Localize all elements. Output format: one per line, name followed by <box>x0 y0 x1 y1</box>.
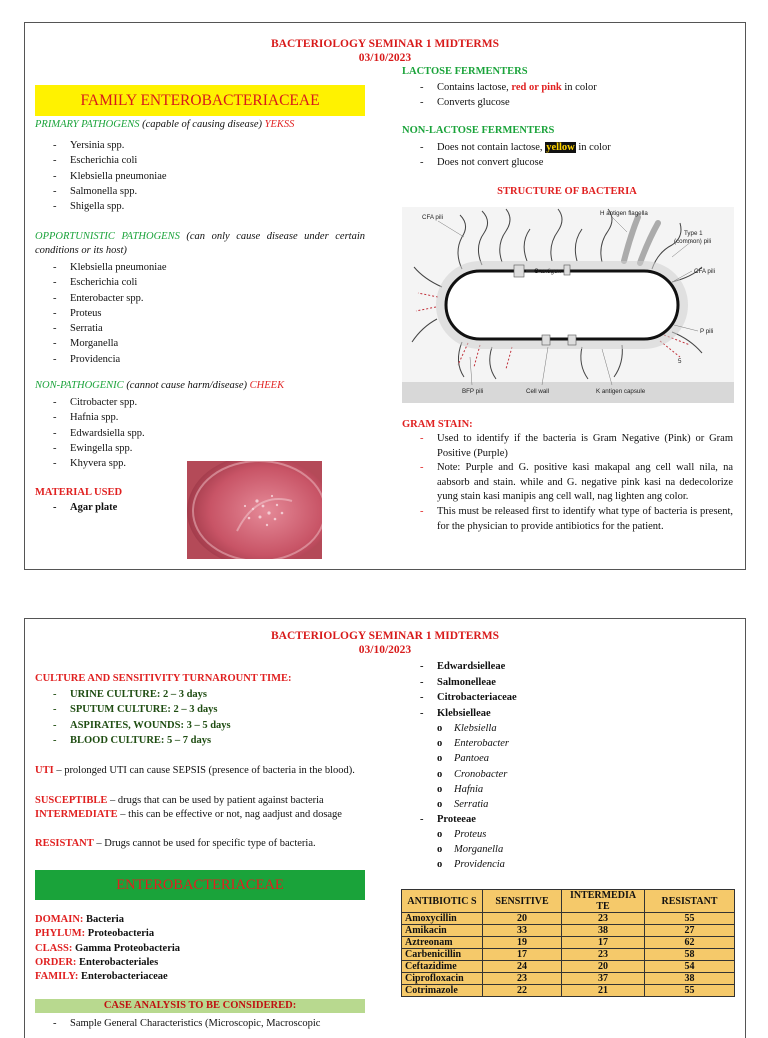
uti-def: – prolonged UTI can cause SEPSIS (presence of bacteria in the blood). <box>56 765 355 776</box>
table-cell: 54 <box>645 961 735 973</box>
table-row <box>402 925 735 937</box>
table-row <box>402 973 735 985</box>
material-title: MATERIAL USED <box>35 487 123 498</box>
list-item: - Klebsiella pneumoniae <box>35 260 365 275</box>
table-row <box>402 913 735 925</box>
opp-desc-1: (can only cause disease under <box>186 231 329 242</box>
culture-title: CULTURE AND SENSITIVITY TURNAROUNT TIME: <box>35 673 292 684</box>
taxonomy-term: PHYLUM: <box>35 928 86 940</box>
primary-pathogens-heading <box>35 118 365 132</box>
opp-label: OPPORTUNISTIC PATHOGENS <box>35 231 180 242</box>
list-item: - Proteus <box>35 306 365 321</box>
gram-item-text: Note: Purple and G. positive kasi makapal ang cell wall nila, na aabsorb and stain. while and G. negative pink kasi na dedecolorize yung stain kasi manipis ang cell wall, nag lighten ang color. <box>437 462 733 503</box>
table-cell: 58 <box>645 949 735 961</box>
list-item: - Citrobacter spp. <box>35 395 195 410</box>
list-item <box>402 505 733 534</box>
nlf-text-post: in color <box>578 142 611 153</box>
table-cell: Ciprofloxacin <box>402 973 483 985</box>
gram-item-text: Used to identify if the bacteria is Gram Negative (Pink) or Gram Positive (Purple) <box>437 433 733 459</box>
taxonomy-value: Enterobacteriaceae <box>81 971 168 983</box>
list-item: - Providencia <box>35 352 365 367</box>
resistant-def: – Drugs cannot be used for specific type of bacteria. <box>96 838 316 849</box>
diagram-label-cfa-pili-top: CFA pili <box>422 214 443 221</box>
table-cell: 17 <box>562 937 645 949</box>
table-cell: Aztreonam <box>402 937 483 949</box>
page-date: 03/10/2023 <box>358 644 412 656</box>
list-item: - Edwardsiella spp. <box>35 426 195 441</box>
nonpathogenic-heading <box>35 379 365 393</box>
list-item: - Klebsiella pneumoniae <box>35 169 365 184</box>
table-cell: Amoxycillin <box>402 913 483 925</box>
list-item: - Sample General Characteristics (Microscopic, Macroscopic <box>35 1016 365 1031</box>
diagram-label-p-pili: P pili <box>700 328 714 335</box>
list-item: - URINE CULTURE: 2 – 3 days <box>35 687 365 702</box>
taxonomy-value: Enterobacteriales <box>79 956 159 968</box>
list-item: o Pantoea <box>402 751 732 766</box>
diagram-label-h-antigen: H antigen flagella <box>600 210 648 217</box>
gram-stain-title: GRAM STAIN: <box>402 419 473 430</box>
diagram-label-cfa-pili-right: CFA pili <box>694 268 715 275</box>
taxonomy-value: Gamma Proteobacteria <box>74 942 181 954</box>
family-title: FAMILY ENTEROBACTERIACEAE <box>80 92 320 109</box>
table-cell: Amikacin <box>402 925 483 937</box>
nonpath-tag: CHEEK <box>249 380 285 391</box>
page-title: BACTERIOLOGY SEMINAR 1 MIDTERMS <box>270 630 499 642</box>
family-title-banner <box>35 85 365 116</box>
bacteria-diagram-svg <box>402 207 734 403</box>
list-item <box>402 80 732 95</box>
resistant-term: RESISTANT <box>35 838 94 849</box>
list-item <box>402 461 733 505</box>
list-item: - Converts glucose <box>402 95 732 110</box>
proteeae-list <box>402 812 732 827</box>
list-item: o Hafnia <box>402 782 732 797</box>
table-cell: 62 <box>645 937 735 949</box>
list-item: - Yersinia spp. <box>35 138 365 153</box>
table-cell: 19 <box>483 937 562 949</box>
lactose-fermenters-list <box>402 80 732 111</box>
table-header: SENSITIVE <box>483 890 562 913</box>
enterobacteriaceae-banner <box>35 870 365 900</box>
nlf-text: Does not contain lactose, <box>437 142 543 153</box>
enterobacteriaceae-title: ENTEROBACTERIACEAE <box>116 877 284 893</box>
taxonomy-value: Bacteria <box>86 914 124 925</box>
gram-stain-list <box>402 432 733 534</box>
table-cell: Ceftazidime <box>402 961 483 973</box>
page-title: BACTERIOLOGY SEMINAR 1 MIDTERMS <box>270 38 499 50</box>
table-cell: Cotrimazole <box>402 985 483 997</box>
table-cell: 21 <box>562 985 645 997</box>
primary-label: PRIMARY PATHOGENS <box>35 119 140 130</box>
taxonomy-term: FAMILY: <box>35 971 79 983</box>
list-item: - Salmonella spp. <box>35 184 365 199</box>
diagram-label-bfp-pili: BFP pili <box>462 388 484 395</box>
page-date: 03/10/2023 <box>358 52 412 64</box>
table-cell: 38 <box>562 925 645 937</box>
primary-list <box>35 138 365 214</box>
diagram-label-cell-wall: Cell wall <box>526 388 550 395</box>
table-header: INTERMEDIA TE <box>562 890 645 913</box>
list-item: - SPUTUM CULTURE: 2 – 3 days <box>35 702 365 717</box>
list-item: o Klebsiella <box>402 721 732 736</box>
list-item: - Escherichia coli <box>35 275 365 290</box>
diagram-label-o-antigen: O antigen <box>534 268 561 275</box>
table-header: ANTIBIOTIC S <box>402 890 483 913</box>
taxonomy-term: ORDER: <box>35 956 77 968</box>
table-cell: 27 <box>645 925 735 937</box>
table-cell: 23 <box>562 949 645 961</box>
proteeae-genera-list <box>402 827 732 873</box>
lf-text: Contains lactose, <box>437 82 509 93</box>
taxonomy-row <box>35 970 365 984</box>
table-row <box>402 961 735 973</box>
list-item: o Proteus <box>402 827 732 842</box>
diagram-label-common: (common) pili <box>674 238 712 245</box>
material-list <box>35 500 195 515</box>
table-cell: 55 <box>645 985 735 997</box>
list-item: - Proteeae <box>402 812 732 827</box>
uti-definition <box>35 764 365 778</box>
table-row <box>402 985 735 997</box>
resistant-definition <box>35 837 365 851</box>
non-lactose-fermenters-list <box>402 140 732 171</box>
list-item: - Does not convert glucose <box>402 155 732 170</box>
list-item: o Serratia <box>402 797 732 812</box>
primary-desc: (capable of causing disease) <box>142 119 262 130</box>
list-item: - Salmonelleae <box>402 675 732 691</box>
nonpath-desc: (cannot cause harm/disease) <box>126 380 248 391</box>
intermediate-def: – this can be effective or not, nag aadjust and dosage <box>120 809 342 820</box>
list-item <box>402 432 733 461</box>
nlf-highlight: yellow <box>546 142 575 153</box>
susceptible-term: SUSCEPTIBLE <box>35 795 108 806</box>
table-cell: 23 <box>483 973 562 985</box>
susceptible-definition <box>35 794 365 808</box>
nonpathogenic-list <box>35 395 195 471</box>
table-cell: 20 <box>483 913 562 925</box>
lf-highlight: red or pink <box>511 82 562 93</box>
non-lactose-fermenters-title: NON-LACTOSE FERMENTERS <box>402 125 555 136</box>
list-item: - Citrobacteriaceae <box>402 690 732 706</box>
list-item: o Enterobacter <box>402 736 732 751</box>
table-row <box>402 937 735 949</box>
culture-list <box>35 687 365 748</box>
taxonomy-list <box>35 913 365 984</box>
list-item: - ASPIRATES, WOUNDS: 3 – 5 days <box>35 718 365 733</box>
list-item: - Agar plate <box>35 500 195 515</box>
diagram-label-number: 5 <box>678 358 682 365</box>
list-item: o Morganella <box>402 842 732 857</box>
table-cell: 22 <box>483 985 562 997</box>
table-cell: 33 <box>483 925 562 937</box>
list-item: - Ewingella spp. <box>35 441 195 456</box>
klebsielleae-genera-list <box>402 721 732 812</box>
diagram-label-k-antigen: K antigen capsule <box>596 388 646 395</box>
list-item: - Serratia <box>35 321 365 336</box>
case-analysis-banner <box>35 999 365 1013</box>
list-item: - Edwardsielleae <box>402 659 732 675</box>
table-cell: 20 <box>562 961 645 973</box>
structure-title: STRUCTURE OF BACTERIA <box>497 186 637 197</box>
bacteria-structure-diagram <box>402 207 734 403</box>
list-item <box>402 140 732 155</box>
agar-plate-image <box>187 461 322 559</box>
list-item: - BLOOD CULTURE: 5 – 7 days <box>35 733 365 748</box>
table-header: RESISTANT <box>645 890 735 913</box>
list-item: - Klebsielleae <box>402 706 732 722</box>
agar-plate-photo <box>187 461 322 559</box>
list-item: - Morganella <box>35 336 365 351</box>
taxonomy-row <box>35 956 365 970</box>
list-item: - Enterobacter spp. <box>35 291 365 306</box>
table-cell: 38 <box>645 973 735 985</box>
table-row <box>402 949 735 961</box>
table-cell: 55 <box>645 913 735 925</box>
list-item: - Escherichia coli <box>35 153 365 168</box>
taxonomy-row <box>35 913 365 927</box>
taxonomy-term: DOMAIN: <box>35 914 84 925</box>
susceptible-def: – drugs that can be used by patient against bacteria <box>110 795 324 806</box>
opp-desc-2: certain conditions or its host) <box>35 231 365 256</box>
list-item: - Khyvera spp. <box>35 456 195 471</box>
uti-term: UTI <box>35 765 54 776</box>
table-cell: 17 <box>483 949 562 961</box>
intermediate-definition <box>35 808 365 822</box>
gram-item-text: This must be released first to identify what type of bacteria is present, for the physician to provide antibiotics for the patient. <box>437 505 733 532</box>
antibiotic-table <box>401 889 735 997</box>
table-cell: 23 <box>562 913 645 925</box>
taxonomy-row <box>35 927 365 941</box>
case-analysis-title: CASE ANALYSIS TO BE CONSIDERED: <box>103 1000 297 1011</box>
opportunistic-heading <box>35 230 365 258</box>
table-cell: 37 <box>562 973 645 985</box>
nonpath-label: NON-PATHOGENIC <box>35 380 124 391</box>
intermediate-term: INTERMEDIATE <box>35 809 118 820</box>
list-item: o Cronobacter <box>402 767 732 782</box>
primary-tag: YEKSS <box>264 119 295 130</box>
taxonomy-term: CLASS: <box>35 942 73 954</box>
tribe-list <box>402 659 732 721</box>
lactose-fermenters-title: LACTOSE FERMENTERS <box>402 66 528 77</box>
taxonomy-value: Proteobacteria <box>87 928 155 940</box>
taxonomy-row <box>35 942 365 956</box>
page-2 <box>24 618 746 1038</box>
list-item: - Shigella spp. <box>35 199 365 214</box>
table-header-row <box>402 890 735 913</box>
list-item: - Hafnia spp. <box>35 410 195 425</box>
page-1 <box>24 22 746 570</box>
list-item: o Providencia <box>402 857 732 872</box>
diagram-label-type1: Type 1 <box>684 230 703 237</box>
table-cell: Carbenicillin <box>402 949 483 961</box>
opportunistic-list <box>35 260 365 367</box>
table-cell: 24 <box>483 961 562 973</box>
lf-text-post: in color <box>564 82 597 93</box>
